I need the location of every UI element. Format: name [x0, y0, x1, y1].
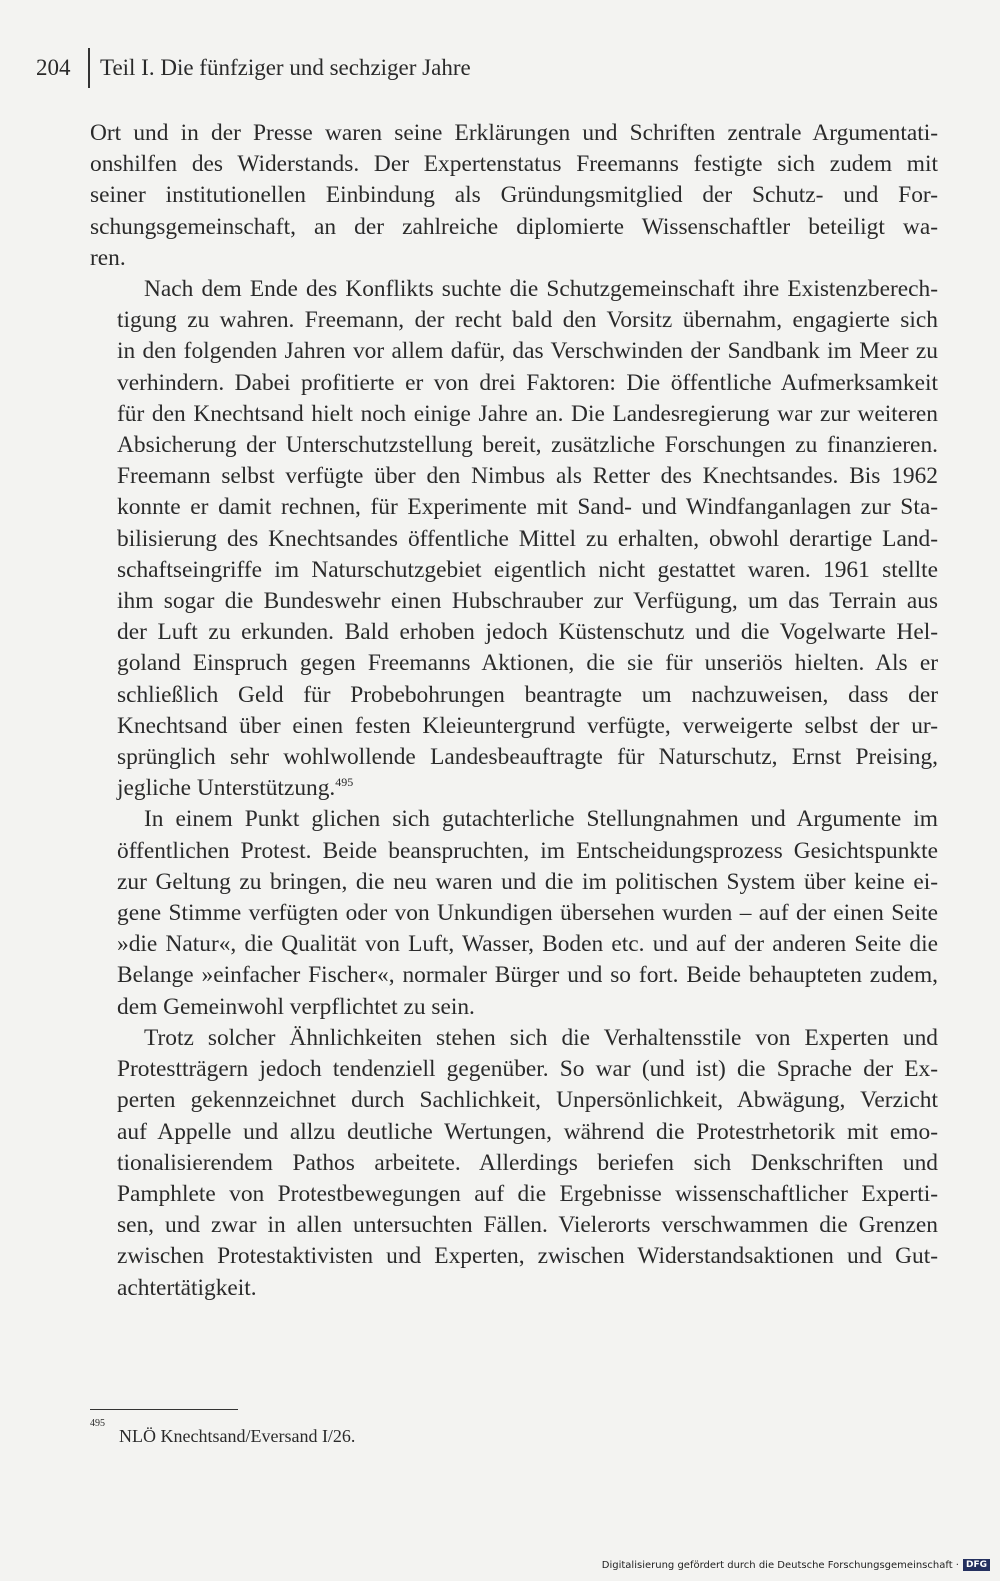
text-line: der Luft zu erkunden. Bald erhoben jedoch Küstenschutz und die Vogelwarte Hel- — [117, 619, 938, 646]
text-line: Freemann selbst verfügte über den Nimbus als Retter des Knechtsandes. Bis 1962 — [117, 463, 938, 490]
footnote-reference: 495 — [335, 775, 354, 790]
text-line: auf Appelle und allzu deutliche Wertungen, während die Protestrhetorik mit emo- — [117, 1118, 938, 1145]
paragraph — [90, 804, 938, 1022]
text-line: schaftseingriffe im Naturschutzgebiet eigentlich nicht gestattet waren. 1961 stellte — [117, 556, 938, 583]
header-divider — [88, 48, 90, 88]
paragraph — [90, 274, 938, 804]
body-text — [90, 118, 938, 1304]
text-line: Protestträgern jedoch tendenziell gegenüber. So war (und ist) die Sprache der Ex- — [117, 1056, 938, 1083]
text-line: zwischen Protestaktivisten und Experten, zwischen Widerstandsaktionen und Gut- — [117, 1243, 938, 1270]
dfg-logo: DFG — [963, 1559, 990, 1571]
text-line: sen, und zwar in allen untersuchten Fällen. Vielerorts verschwammen die Grenzen — [117, 1212, 938, 1239]
text-line: Ort und in der Presse waren seine Erklärungen und Schriften zentrale Argumentati- — [90, 120, 938, 146]
paragraph — [90, 1023, 938, 1304]
footnote-rule — [90, 1409, 238, 1410]
text-line: ren. — [90, 244, 126, 271]
text-line: Belange »einfacher Fischer«, normaler Bürger und so fort. Beide behaupteten zudem, — [117, 962, 938, 989]
text-line: für den Knechtsand hielt noch einige Jahre an. Die Landesregierung war zur weiteren — [117, 400, 938, 427]
footnote — [90, 1418, 356, 1448]
text-line: seiner institutionellen Einbindung als Gründungsmitglied der Schutz- und For- — [90, 182, 938, 209]
text-line: konnte er damit rechnen, für Experimente mit Sand- und Windfanganlagen zur Sta- — [117, 494, 938, 521]
text-line: achtertätigkeit. — [117, 1274, 257, 1301]
text-line: schungsgemeinschaft, an der zahlreiche diplomierte Wissenschaftler beteiligt wa- — [90, 213, 938, 240]
text-line: Pamphlete von Protestbewegungen auf die Ergebnisse wissenschaftlicher Experti- — [117, 1180, 938, 1207]
text-line: onshilfen des Widerstands. Der Expertenstatus Freemanns festigte sich zudem mit — [90, 151, 938, 178]
footnote-number: 495 — [90, 1418, 105, 1429]
text-line: Knechtsand über einen festen Kleieuntergrund verfügte, verweigerte selbst der ur- — [117, 712, 938, 739]
text-line: Absicherung der Unterschutzstellung bereit, zusätzliche Forschungen zu finanzieren. — [117, 432, 938, 459]
text-line: bilisierung des Knechtsandes öffentliche Mittel zu erhalten, obwohl derartige Land- — [117, 525, 938, 552]
text-line: ihm sogar die Bundeswehr einen Hubschrauber zur Verfügung, um das Terrain aus — [117, 588, 938, 615]
text-line: In einem Punkt glichen sich gutachterliche Stellungnahmen und Argumente im — [144, 806, 938, 833]
text-line: perten gekennzeichnet durch Sachlichkeit, Unpersönlichkeit, Abwägung, Verzicht — [117, 1087, 938, 1114]
text-line: Nach dem Ende des Konflikts suchte die Schutzgemeinschaft ihre Existenzberech- — [144, 276, 938, 303]
page-number: 204 — [36, 55, 71, 80]
footnote-text: NLÖ Knechtsand/Eversand I/26. — [119, 1426, 356, 1446]
text-line: schließlich Geld für Probebohrungen beantragte um nachzuweisen, dass der — [117, 681, 938, 708]
paragraph — [90, 118, 938, 274]
text-line: Trotz solcher Ähnlichkeiten stehen sich die Verhaltensstile von Experten und — [144, 1024, 938, 1051]
text-line: tionalisierendem Pathos arbeitete. Allerdings beriefen sich Denkschriften und — [117, 1149, 938, 1176]
page-header — [36, 48, 471, 88]
text-line: »die Natur«, die Qualität von Luft, Wasser, Boden etc. und auf der anderen Seite die — [117, 931, 938, 958]
text-line: sprünglich sehr wohlwollende Landesbeauftragte für Naturschutz, Ernst Preising, — [117, 744, 938, 771]
text-line: öffentlichen Protest. Beide beanspruchten, im Entscheidungsprozess Gesichtspunkte — [117, 837, 938, 864]
text-line: gene Stimme verfügten oder von Unkundigen übersehen wurden – auf der einen Seite — [117, 900, 938, 927]
text-line: verhindern. Dabei profitierte er von drei Faktoren: Die öffentliche Aufmerksamkeit — [117, 369, 938, 396]
banner-text: Digitalisierung gefördert durch die Deutsche Forschungsgemeinschaft · — [601, 1559, 959, 1571]
text-line: zur Geltung zu bringen, die neu waren und die im politischen System über keine ei- — [117, 868, 938, 895]
text-line: tigung zu wahren. Freemann, der recht bald den Vorsitz übernahm, engagierte sich — [117, 307, 938, 334]
text-line: in den folgenden Jahren vor allem dafür, das Verschwinden der Sandbank im Meer zu — [117, 338, 938, 365]
text-line: jegliche Unterstützung.$^{495}$ — [117, 775, 354, 802]
text-line: goland Einspruch gegen Freemanns Aktionen, die sie für unseriös hielten. Als er — [117, 650, 938, 677]
digitization-banner — [602, 1557, 990, 1573]
text-line: dem Gemeinwohl verpflichtet zu sein. — [117, 993, 475, 1020]
running-title: Teil I. Die fünfziger und sechziger Jahre — [100, 55, 471, 80]
